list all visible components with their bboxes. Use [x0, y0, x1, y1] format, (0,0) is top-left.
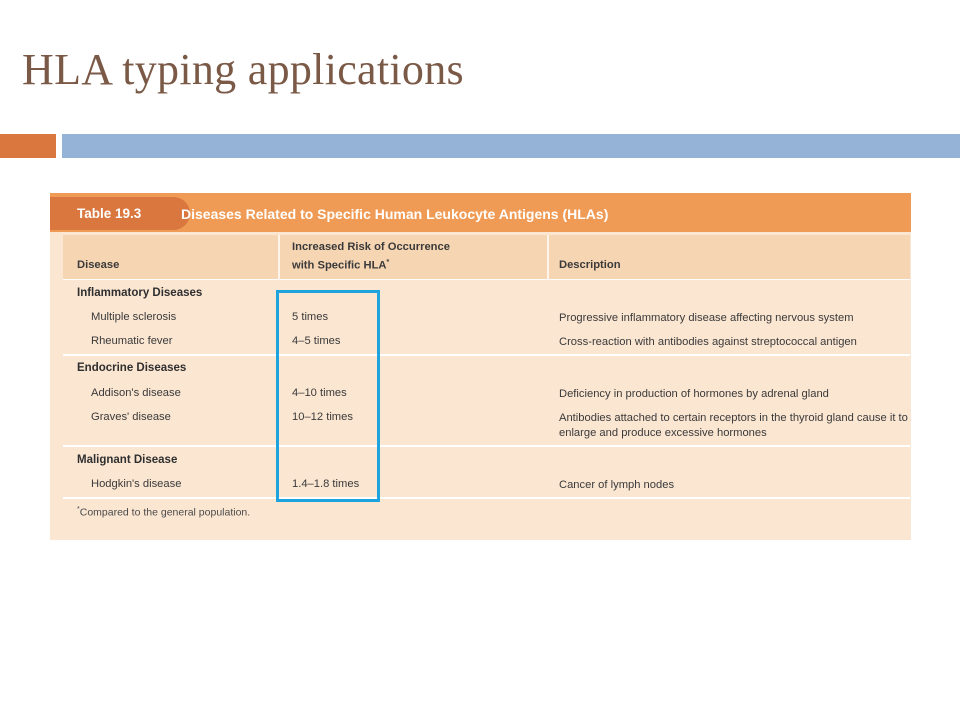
table-caption: Diseases Related to Specific Human Leukocyte Antigens (HLAs): [181, 206, 609, 222]
header-risk-line1: Increased Risk of Occurrence: [292, 241, 450, 253]
cell-risk: 5 times: [292, 311, 329, 323]
footnote-mark: *: [77, 506, 80, 513]
cell-description: Progressive inflammatory disease affecting nervous system: [559, 312, 854, 324]
cell-risk: 10–12 times: [292, 411, 353, 423]
cell-risk: 4–10 times: [292, 387, 347, 399]
cell-risk: 4–5 times: [292, 335, 341, 347]
disease-table: [50, 193, 911, 540]
group-title: Inflammatory Diseases: [77, 287, 203, 299]
cell-risk: 1.4–1.8 times: [292, 478, 360, 490]
cell-description: Cross-reaction with antibodies against streptococcal antigen: [559, 336, 857, 348]
cell-disease: Graves' disease: [91, 411, 171, 423]
header-risk: [292, 240, 532, 274]
header-description: Description: [559, 259, 621, 271]
table-group-inflammatory: [63, 280, 910, 356]
cell-disease: Rheumatic fever: [91, 335, 173, 347]
cell-disease: Multiple sclerosis: [91, 311, 177, 323]
table-footnote: [77, 506, 250, 519]
table-header-row: [63, 235, 910, 280]
accent-bar-blue: [62, 134, 960, 158]
header-risk-line2-text: with Specific HLA: [292, 259, 387, 272]
cell-disease: Hodgkin's disease: [91, 478, 182, 490]
header-risk-mark: *: [386, 259, 390, 266]
group-title: Endocrine Diseases: [77, 362, 187, 374]
table-group-malignant: [63, 447, 910, 499]
footnote-text: Compared to the general population.: [79, 506, 251, 519]
table-group-endocrine: [63, 356, 910, 447]
cell-description: Antibodies attached to certain receptors in the thyroid gland cause it to enlarge and produce excessive hormones: [559, 412, 908, 439]
table-number: Table 19.3: [77, 206, 142, 221]
header-disease: Disease: [77, 259, 120, 271]
accent-bar-orange: [0, 134, 56, 158]
group-title: Malignant Disease: [77, 454, 178, 466]
risk-column-highlight: [276, 290, 380, 502]
cell-description: Cancer of lymph nodes: [559, 479, 675, 491]
table-title-band: [50, 193, 911, 232]
slide-title: HLA typing applications: [22, 45, 464, 94]
cell-disease: Addison's disease: [91, 387, 181, 399]
cell-description: Deficiency in production of hormones by adrenal gland: [559, 388, 829, 400]
header-risk-line2: [292, 255, 532, 274]
